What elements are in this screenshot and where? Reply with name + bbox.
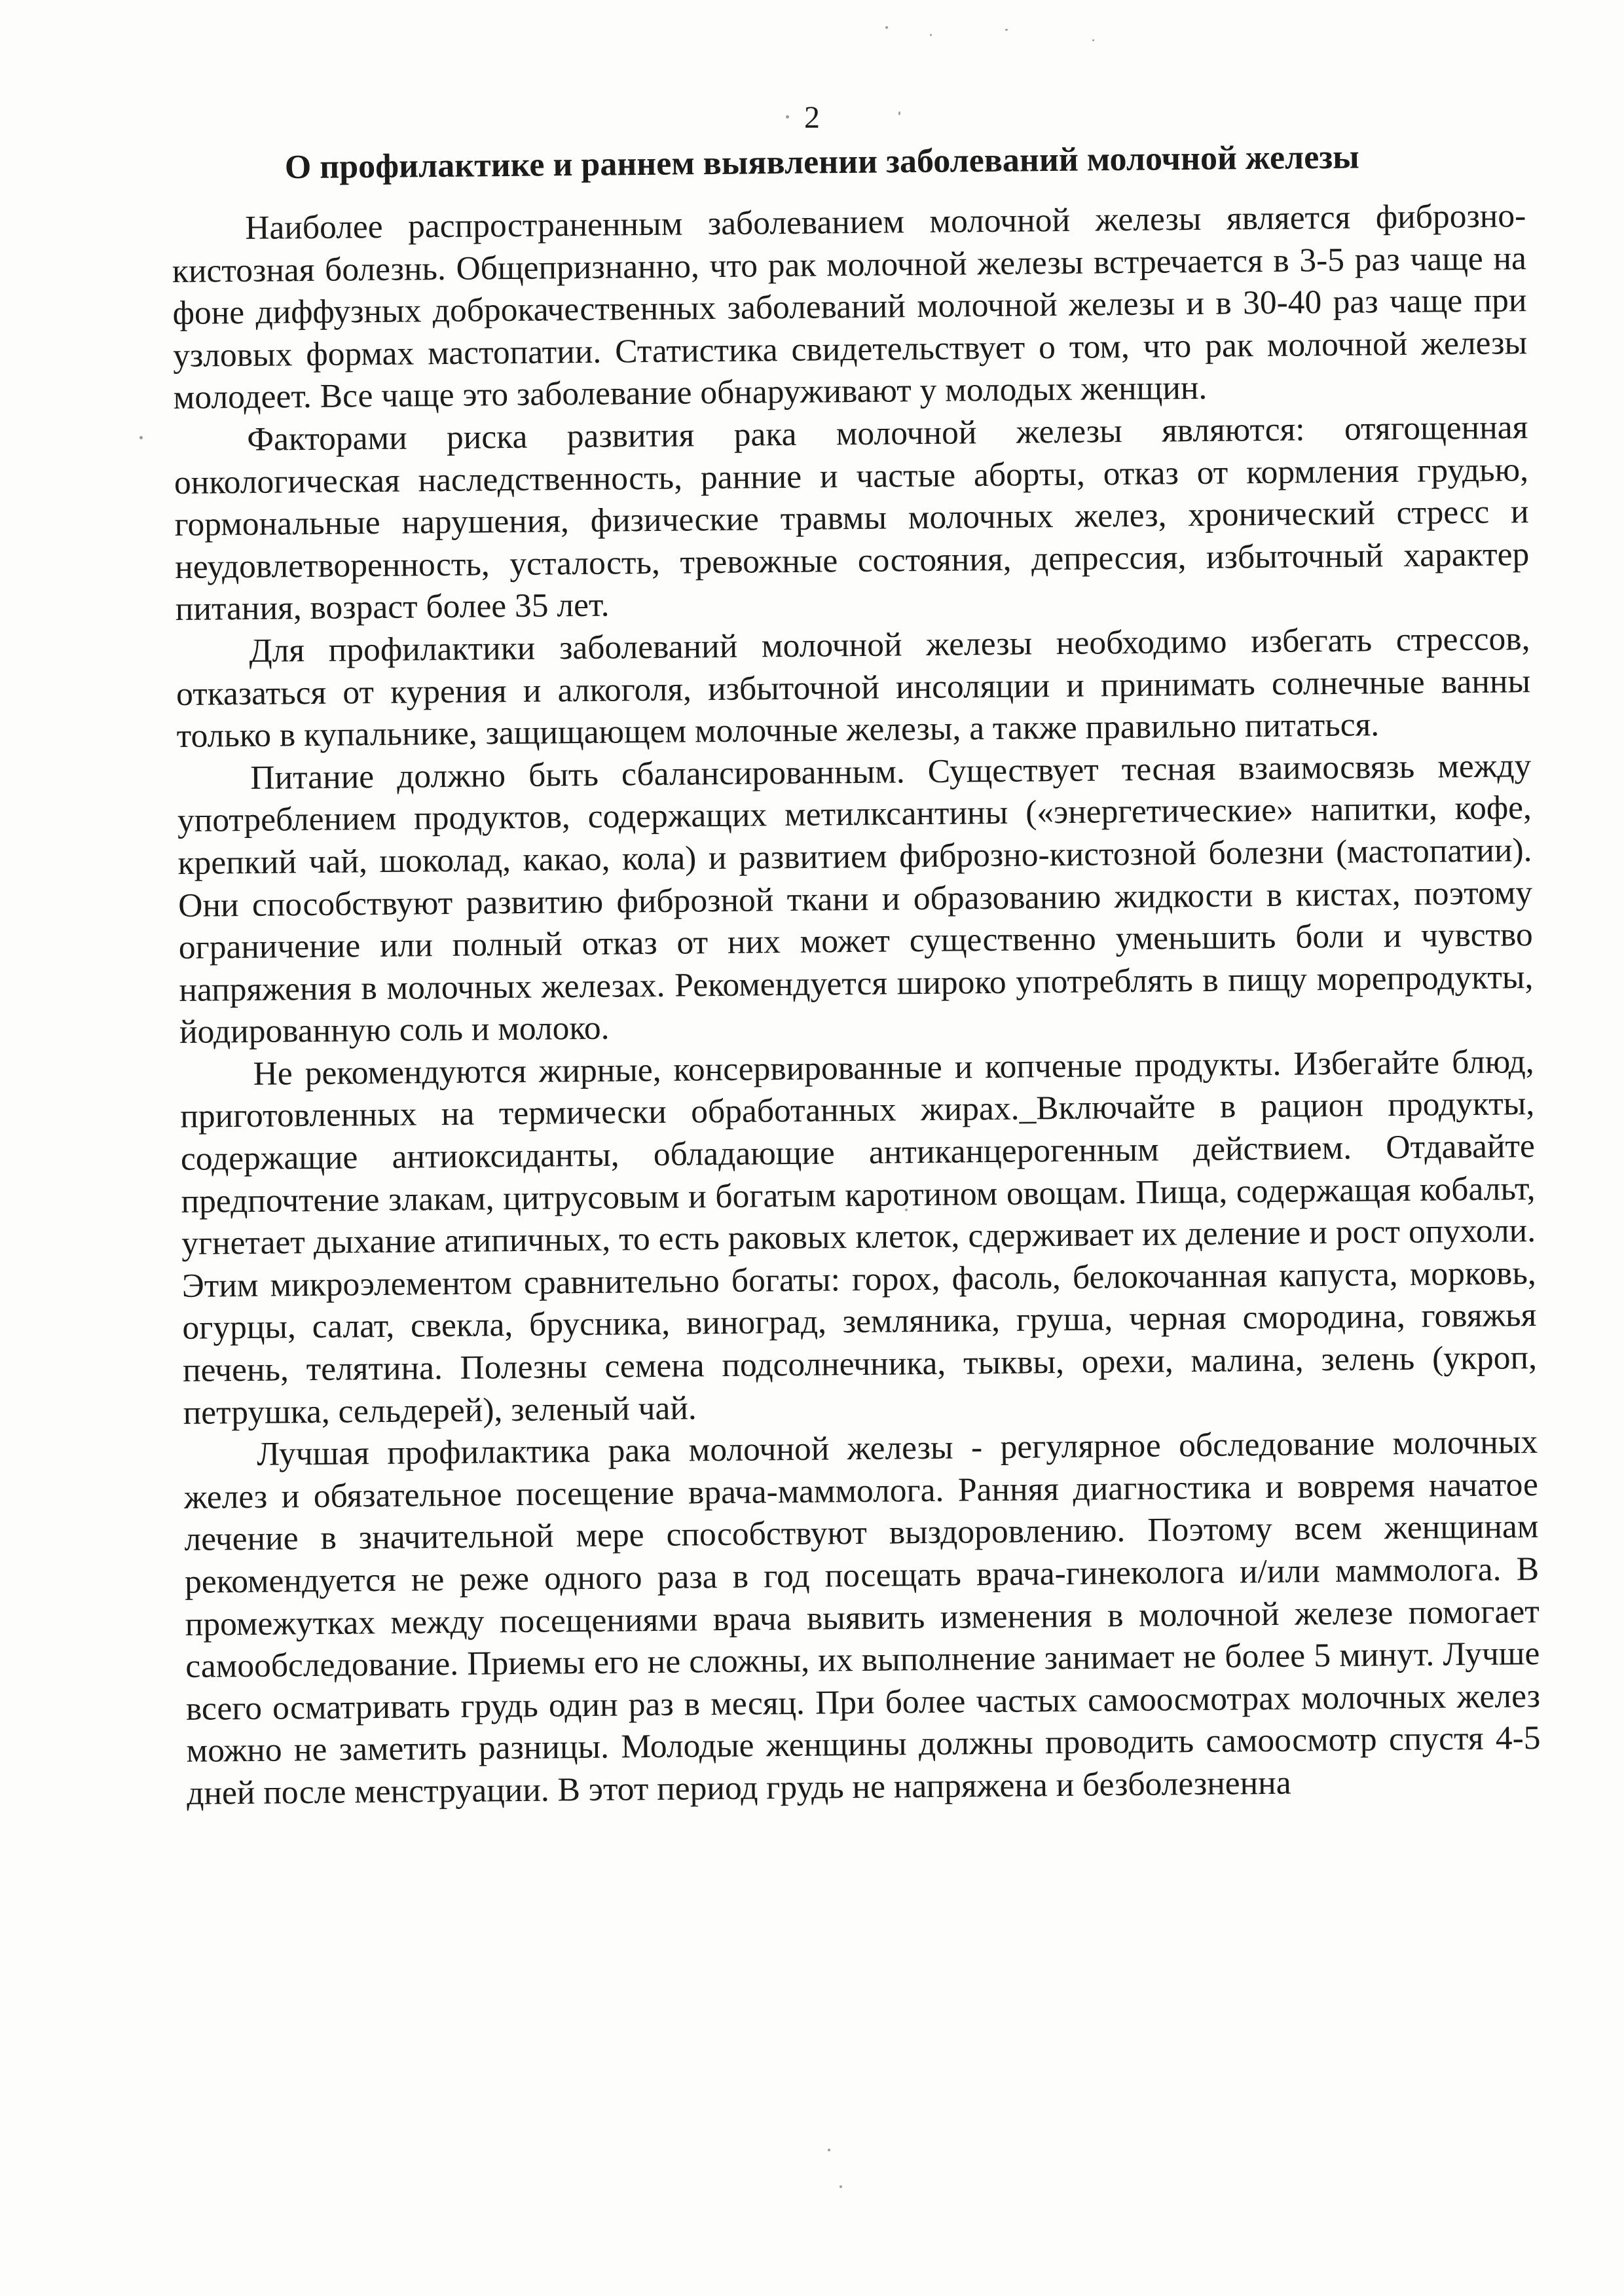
- document-body: [172, 195, 1541, 1815]
- scan-speck: [840, 2185, 842, 2188]
- scan-speck: [930, 34, 932, 36]
- scan-speck: [1092, 39, 1094, 41]
- scan-speck: [828, 2149, 830, 2151]
- document-title: О профилактике и раннем выявлении заболеваний молочной железы: [284, 138, 1360, 187]
- page-number: 2: [804, 100, 820, 135]
- paragraph: Не рекомендуются жирные, консервированные и копченые продукты. Избегайте блюд, приготовленных на термически обработанных жирах._Включайте в рацион продукты, содержащие антиоксиданты, обладающие антиканцерогенным действием. Отдавайте предпочтение злакам, цитрусовым и богатым каротином овощам. Пища, содержащая кобальт, угнетает дыхание атипичных, то есть раковых клеток, сдерживает их деление и рост опухоли. Этим микроэлементом сравнительно богаты: горох, фасоль, белокочанная капуста, морковь, огурцы, салат, свекла, брусника, виноград, земляника, груша, черная смородина, говяжья печень, телятина. Полезны семена подсолнечника, тыквы, орехи, малина, зелень (укроп, петрушка, сельдерей), зеленый чай.: [180, 1042, 1538, 1432]
- paragraph: Лучшая профилактика рака молочной железы - регулярное обследование молочных желез и обязательное посещение врача-маммолога. Ранняя диагностика и вовремя начатое лечение в значительной мере способствуют выздоровлению. Поэтому всем женщинам рекомендуется не реже одного раза в год посещать врача-гинеколога и/или маммолога. В промежутках между посещениями врача выявить изменения в молочной железе помогает самообследование. Приемы его не сложны, их выполнение занимает не более 5 минут. Лучше всего осматривать грудь один раз в месяц. При более частых самоосмотрах молочных желез можно не заметить разницы. Молодые женщины должны проводить самоосмотр спустя 4-5 дней после менструации. В этот период грудь не напряжена и безболезненна: [183, 1423, 1541, 1812]
- scan-speck: [885, 26, 888, 29]
- paragraph: Наиболее распространенным заболеванием молочной железы является фиброзно-кистозная болезнь. Общепризнанно, что рак молочной железы встречается в 3-5 раз чаще на фоне диффузных доброкачественных заболеваний молочной железы и в 30-40 раз чаще при узловых формах мастопатии. Статистика свидетельствует о том, что рак молочной железы молодеет. Все чаще это заболевание обнаруживают у молодых женщин.: [172, 197, 1528, 417]
- paragraph: Питание должно быть сбалансированным. Существует тесная взаимосвязь между употреблением продуктов, содержащих метилксантины («энергетические» напитки, кофе, крепкий чай, шоколад, какао, кола) и развитием фиброзно-кистозной болезни (мастопатии). Они способствуют развитию фиброзной ткани и образованию жидкости в кистах, поэтому ограничение или полный отказ от них может существенно уменьшить боли и чувство напряжения в молочных железах. Рекомендуется широко употреблять в пищу морепродукты, йодированную соль и молоко.: [177, 746, 1534, 1051]
- paragraph: Факторами риска развития рака молочной железы являются: отягощенная онкологическая наследственность, ранние и частые аборты, отказ от кормления грудью, гормональные нарушения, физические травмы молочных желез, хронический стресс и неудовлетворенность, усталость, тревожные состояния, депрессия, избыточный характер питания, возраст более 35 лет.: [174, 409, 1530, 629]
- scan-speck: [1005, 29, 1008, 31]
- paragraph: Для профилактики заболеваний молочной железы необходимо избегать стрессов, отказаться от курения и алкоголя, избыточной инсоляции и принимать солнечные ванны только в купальнике, защищающем молочные железы, а также правильно питаться.: [175, 620, 1531, 756]
- scan-speck: [139, 436, 143, 439]
